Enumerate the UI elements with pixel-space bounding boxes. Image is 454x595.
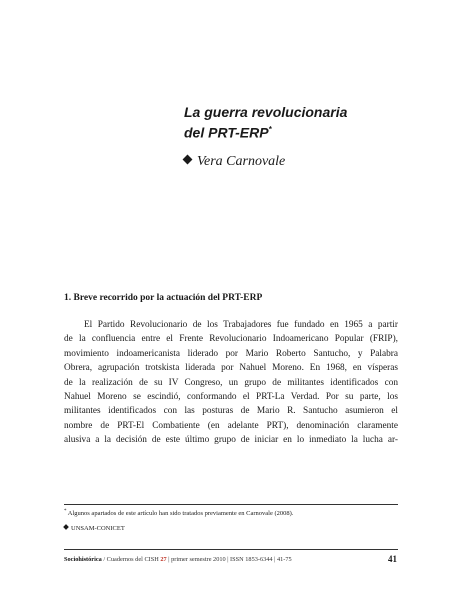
body-line: de la realización de su IV Congreso, un grupo de militantes identificados con [64, 377, 398, 388]
author-affiliation [64, 525, 125, 532]
affiliation-text: UNSAM-CONICET [71, 525, 125, 532]
body-line: movimiento indoamericanista liderado por Mario Roberto Santucho, y Palabra [64, 348, 398, 359]
body-line: militantes identificados con las posturas de Mario R. Santucho asumieron el [64, 406, 398, 417]
footer-divider [64, 549, 398, 550]
body-line: de la confluencia entre el Frente Revolucionario Indoamericano Popular (FRIP), [64, 334, 398, 345]
body-line: Obrera, agrupación trotskista liderada por Nahuel Moreno. En 1968, en vísperas [64, 363, 398, 374]
section-heading: 1. Breve recorrido por la actuación del PRT-ERP [64, 293, 263, 303]
issue-number: 27 [160, 556, 167, 563]
title-footnote-mark: * [268, 125, 272, 134]
article-title [184, 104, 414, 142]
publication-details: | primer semestre 2010 | ISSN 1853-6344 | 41-75 [166, 556, 292, 563]
article-title-line-2-text: del PRT-ERP [184, 124, 269, 141]
article-title-line-1: La guerra revolucionaria [184, 104, 348, 120]
body-line: El Partido Revolucionario de los Trabajadores fue fundado en 1965 a partir [84, 320, 398, 330]
journal-series: / Cuadernos del CISH [101, 556, 159, 563]
author-name: Vera Carnovale [197, 154, 286, 169]
article-title-line-2 [184, 121, 414, 142]
footnote-divider [64, 504, 398, 505]
body-paragraph [64, 318, 398, 448]
body-line: Nahuel Moreno se escindió, conformando el PRT-La Verdad. Por su parte, los [64, 392, 398, 403]
author-line [184, 154, 285, 170]
body-line: nombre de PRT-El Combatiente (en adelante PRT), denominación claramente [64, 420, 398, 431]
footnote-text: Algunos apartados de este artículo han sido tratados previamente en Carnovale (2008). [67, 510, 294, 518]
page-footer [64, 556, 292, 563]
diamond-bullet-icon [63, 524, 69, 530]
body-line: alusiva a la decisión de este último grupo de iniciar en lo inmediato la lucha ar- [64, 435, 398, 446]
footnote [64, 509, 293, 517]
page-number: 41 [388, 554, 397, 564]
footnote-mark: * [64, 509, 67, 514]
diamond-bullet-icon [183, 155, 193, 165]
journal-name: Sociohistórica [64, 556, 102, 563]
